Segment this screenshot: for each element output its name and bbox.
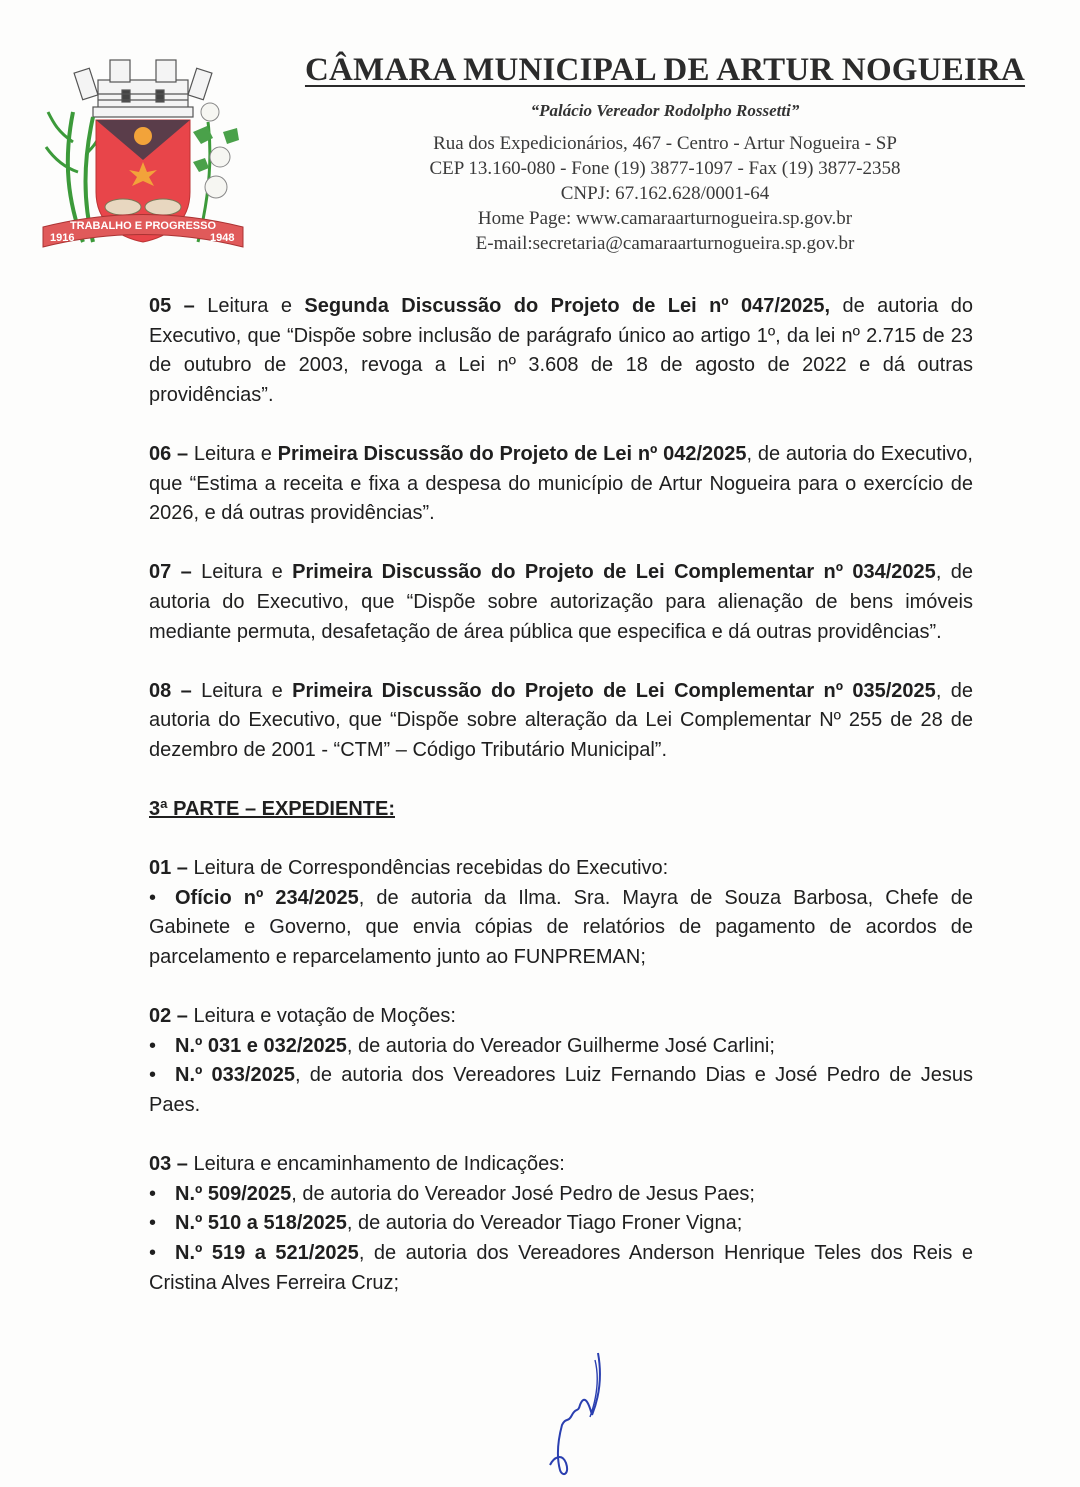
expediente-group-02 — [149, 1002, 973, 1120]
group-number: 02 – — [149, 1005, 188, 1028]
agenda-item-05 — [149, 292, 973, 410]
bullet-item — [149, 1061, 973, 1120]
email-line: E-mail:secretaria@camaraarturnogueira.sp.gov.br — [475, 233, 855, 254]
agenda-item-06 — [149, 440, 973, 529]
expediente-group-03 — [149, 1150, 973, 1298]
institution-title: CÂMARA MUNICIPAL DE ARTUR NOGUEIRA — [304, 52, 1026, 88]
item-title: Primeira Discussão do Projeto de Lei nº 042/2025 — [277, 442, 747, 465]
bullet-title: N.º 033/2025 — [175, 1064, 295, 1087]
item-number: 05 – — [149, 295, 195, 317]
bullet-item — [149, 1032, 973, 1062]
bullet-text: , de autoria do Vereador Guilherme José Carlini; — [346, 1034, 775, 1057]
bullet-icon: • — [149, 1064, 157, 1087]
cnpj-line: CNPJ: 67.162.628/0001-64 — [560, 183, 770, 204]
phone-line: CEP 13.160-080 - Fone (19) 3877-1097 - Fax (19) 3877-2358 — [429, 158, 901, 179]
crest-motto: TRABALHO E PROGRESSO — [69, 220, 217, 232]
item-number: 08 – — [149, 679, 192, 702]
group-number: 01 – — [149, 857, 188, 880]
bullet-item — [149, 1209, 973, 1239]
item-text: Leitura e — [191, 679, 293, 702]
bullet-icon: • — [149, 1034, 157, 1057]
item-text: Leitura e — [191, 561, 293, 584]
signature-icon — [540, 1345, 620, 1485]
group-heading: Leitura e votação de Moções: — [187, 1005, 456, 1028]
bullet-item — [149, 1180, 973, 1210]
item-text: , de autoria do Executivo, que “Estima a receita e fixa a despesa do município de Artur Nogueira para o exercício de 2026, e dá outras providências”. — [149, 442, 973, 525]
item-title: Primeira Discussão do Projeto de Lei Complementar nº 035/2025 — [292, 679, 936, 702]
bullet-icon: • — [149, 1212, 157, 1235]
bullet-text: , de autoria dos Vereadores Luiz Fernando Dias e José Pedro de Jesus Paes. — [149, 1064, 973, 1117]
agenda-item-07 — [149, 558, 973, 647]
crest-year-left: 1916 — [50, 232, 75, 244]
group-heading: Leitura de Correspondências recebidas do Executivo: — [187, 857, 669, 880]
institution-subtitle: “Palácio Vereador Rodolpho Rossetti” — [530, 101, 800, 120]
crown-icon — [74, 60, 212, 117]
bullet-text: , de autoria do Vereador Tiago Froner Vigna; — [346, 1212, 743, 1235]
item-text: , de autoria do Executivo, que “Dispõe sobre alteração da Lei Complementar Nº 255 de 28 de dezembro de 2001 - “CTM” – Código Tributário Municipal”. — [149, 679, 973, 761]
bullet-title: N.º 510 a 518/2025 — [175, 1212, 347, 1235]
bullet-title: Ofício nº 234/2025 — [175, 886, 359, 909]
address-line: Rua dos Expedicionários, 467 - Centro - Artur Nogueira - SP — [433, 133, 897, 154]
bullet-title: N.º 519 a 521/2025 — [175, 1242, 359, 1264]
institution-address — [270, 131, 1060, 256]
section-title: 3ª PARTE – EXPEDIENTE: — [149, 798, 395, 821]
flame-icon — [134, 127, 152, 145]
document-body — [149, 292, 973, 1328]
bullet-text: , de autoria dos Vereadores Anderson Henrique Teles dos Reis e Cristina Alves Ferreira Cruz; — [149, 1242, 973, 1294]
bullet-item — [149, 1239, 973, 1298]
item-text: Leitura e — [194, 295, 305, 317]
item-text: , de autoria do Executivo, que “Dispõe sobre autorização para alienação de bens imóveis mediante permuta, desafetação de área pública que especifica e dá outras providências”. — [149, 561, 973, 643]
bullet-icon: • — [149, 1242, 157, 1264]
item-number: 06 – — [149, 442, 189, 465]
expediente-group-01 — [149, 854, 973, 972]
municipal-crest-logo — [38, 52, 248, 267]
agenda-item-08 — [149, 677, 973, 766]
group-heading: Leitura e encaminhamento de Indicações: — [187, 1153, 565, 1176]
bullet-title: N.º 509/2025 — [175, 1182, 292, 1205]
item-text: de autoria do Executivo, que “Dispõe sobre inclusão de parágrafo único ao artigo 1º, da lei nº 2.715 de 23 de outubro de 2003, revoga a Lei nº 3.608 de 18 de agosto de 2022 e dá outras providências”. — [149, 295, 973, 406]
crest-year-right: 1948 — [210, 232, 235, 244]
bullet-title: N.º 031 e 032/2025 — [175, 1034, 347, 1057]
item-title: Segunda Discussão do Projeto de Lei nº 047/2025, — [304, 295, 831, 317]
letterhead — [270, 52, 1060, 256]
item-number: 07 – — [149, 561, 192, 584]
bullet-item — [149, 884, 973, 973]
bullet-text: , de autoria do Vereador José Pedro de Jesus Paes; — [291, 1182, 755, 1205]
homepage-line: Home Page: www.camaraarturnogueira.sp.gov.br — [477, 208, 853, 229]
item-title: Primeira Discussão do Projeto de Lei Complementar nº 034/2025 — [292, 561, 936, 584]
group-number: 03 – — [149, 1153, 188, 1176]
bullet-icon: • — [149, 1182, 157, 1205]
bullet-icon: • — [149, 886, 157, 909]
item-text: Leitura e — [188, 442, 278, 465]
bullet-text: , de autoria da Ilma. Sra. Mayra de Souza Barbosa, Chefe de Gabinete e Governo, que envia cópias de relatórios de pagamento de acordos de parcelamento e reparcelamento junto ao FUNPREMAN; — [149, 886, 973, 969]
